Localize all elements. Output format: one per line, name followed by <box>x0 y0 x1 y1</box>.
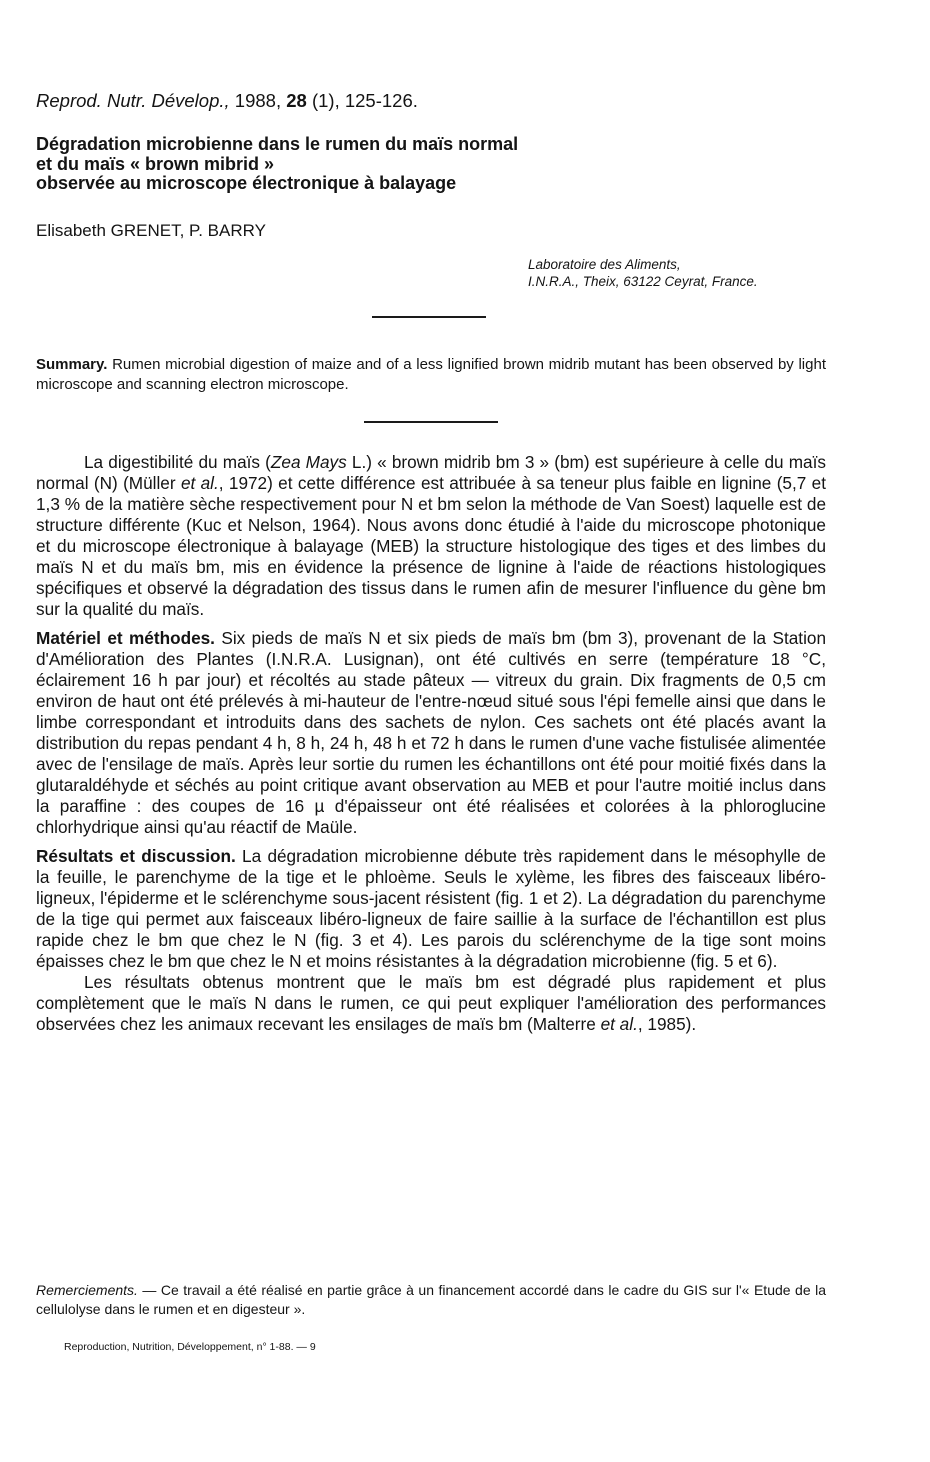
separator-rule-bottom <box>364 421 498 423</box>
affiliation-line-1: Laboratoire des Aliments, <box>528 257 681 272</box>
intro-etal: et al. <box>180 473 219 493</box>
summary-paragraph <box>36 355 826 395</box>
acknowledgements-text: — Ce travail a été réalisé en partie grâce à un financement accordé dans le cadre du GIS sur l'« Etude de la cellulolyse dans le rumen et en digesteur ». <box>36 1282 826 1317</box>
journal-citation <box>36 90 418 112</box>
methods-text: Six pieds de maïs N et six pieds de maïs bm (bm 3), provenant de la Station d'Amélioration des Plantes (I.N.R.A. Lusignan), ont été cultivés en serre (température 18 °C, éclairement 16 h par jour) et récoltés au stade pâteux — vitreux du grain. Dix fragments de 0,5 cm environ de haut ont été prélevés à mi-hauteur de l'entre-nœud situé sous l'épi femelle ainsi que dans le limbe correspondant et introduits dans des sachets de nylon. Ces sachets ont été placés avant la distribution du repas pendant 4 h, 8 h, 24 h, 48 h et 72 h dans le rumen d'une vache fistulisée alimentée avec de l'ensilage de maïs. Après leur sortie du rumen les échantillons ont été pour moitié fixés dans la glutaraldéhyde et séchés au point critique avant observation au MEB et pour l'autre moitié inclus dans la paraffine : des coupes de 16 µ d'épaisseur ont été réalisées et colorées à la phloroglucine chlorhydrique ainsi qu'au réactif de Maüle. <box>36 628 827 837</box>
intro-text-3: , 1972) et cette différence est attribuée à sa teneur plus faible en lignine (5,7 et 1,3 % de la matière sèche respectivement pour N et bm selon la méthode de Van Soest) laquelle est de structure différente (Kuc et Nelson, 1964). Nous avons donc étudié à l'aide du microscope photonique et du microscope électronique à balayage (MEB) la structure histologique des tiges et des limbes du maïs N et du maïs bm, mis en évidence la présence de lignine à l'aide de réactions histologiques spécifiques et observé la dégradation des tissus dans le rumen afin de mesurer l'influence du gène bm sur la qualité du maïs. <box>36 473 826 619</box>
title-line-1: Dégradation microbienne dans le rumen du maïs normal <box>36 134 519 154</box>
methods-heading: Matériel et méthodes. <box>36 628 215 648</box>
species-name: Zea Mays <box>270 452 347 472</box>
affiliation-line-2: I.N.R.A., Theix, 63122 Ceyrat, France. <box>528 273 758 289</box>
citation-issue-pages: (1), 125-126. <box>311 90 418 111</box>
acknowledgements-section <box>36 1281 826 1319</box>
intro-text-2: L.) « brown midrib bm 3 » (bm) est supérieure à celle du maïs normal (N) (Müller <box>36 452 826 493</box>
acknowledgements-paragraph <box>36 1281 826 1319</box>
journal-name: Reprod. Nutr. Dévelop., <box>36 90 230 111</box>
methods-paragraph <box>36 628 826 838</box>
intro-text-1: La digestibilité du maïs ( <box>84 452 271 472</box>
citation-volume: 28 <box>286 90 307 111</box>
article-body <box>36 452 826 1035</box>
results-text: La dégradation microbienne débute très rapidement dans le mésophylle de la feuille, le parenchyme de la tige et le phloème. Seuls le xylème, les fibres des faisceaux libéro-ligneux, l'épiderme et le sclérenchyme sous-jacent résistent (fig. 1 et 2). La dégradation du parenchyme de la tige qui permet aux faisceaux libéro-ligneux de faire saillie à la surface de l'échantillon est plus rapide chez le bm que chez le N (fig. 3 et 4). Les parois du sclérenchyme de la tige sont moins épaisses chez le bm que chez le N et moins résistantes à la dégradation microbienne (fig. 5 et 6). <box>36 846 826 971</box>
results-heading: Résultats et discussion. <box>36 846 236 866</box>
article-title <box>36 135 896 194</box>
acknowledgements-label: Remerciements. <box>36 1282 138 1298</box>
summary-text: Rumen microbial digestion of maize and of a less lignified brown midrib mutant has been observed by light microscope and scanning electron microscope. <box>36 356 826 393</box>
conclusion-text-2: , 1985). <box>637 1014 697 1034</box>
results-paragraph <box>36 846 826 972</box>
intro-paragraph <box>36 452 826 620</box>
conclusion-etal: et al. <box>600 1014 638 1034</box>
summary-section <box>36 355 826 395</box>
title-line-3: observée au microscope électronique à balayage <box>36 173 457 193</box>
authors: Elisabeth GRENET, P. BARRY <box>36 221 266 240</box>
page-footer: Reproduction, Nutrition, Développement, n° 1-88. — 9 <box>64 1341 316 1353</box>
summary-label: Summary. <box>36 356 108 373</box>
citation-year: 1988, <box>234 90 282 111</box>
conclusion-paragraph <box>36 972 826 1035</box>
title-line-2: et du maïs « brown mibrid » <box>36 153 275 174</box>
conclusion-text-1: Les résultats obtenus montrent que le maïs bm est dégradé plus rapidement et plus complètement que le maïs N dans le rumen, ce qui peut expliquer l'amélioration des performances observées chez les animaux recevant les ensilages de maïs bm (Malterre <box>36 972 826 1034</box>
separator-rule-top <box>372 316 486 318</box>
affiliation <box>528 257 758 290</box>
